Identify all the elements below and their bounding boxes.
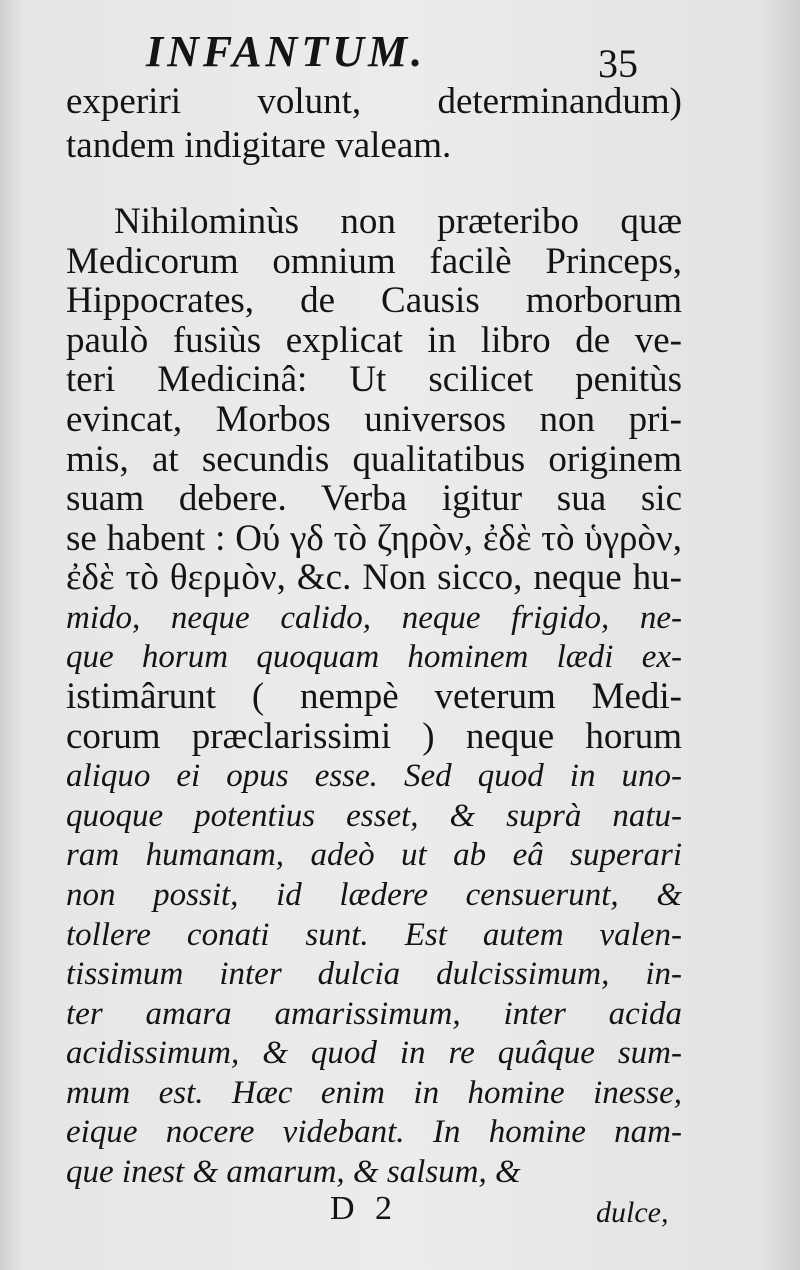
text-line: acidissimum, & quod in re quâque sum- [66, 1035, 682, 1071]
text-line: experiri volunt, determinandum) [66, 81, 682, 122]
text-line: aliquo ei opus esse. Sed quod in uno- [66, 758, 682, 794]
text-line: corum præclarissimi ) neque horum [66, 716, 682, 757]
text-line: ram humanam, adeò ut ab eâ superari [66, 837, 682, 873]
text-line: non possit, id lædere censuerunt, & [66, 877, 682, 913]
signature-mark: D 2 [330, 1190, 399, 1227]
text-line: paulò fusiùs explicat in libro de ve- [66, 320, 682, 361]
running-head-title: INFANTUM. [146, 27, 427, 76]
page-number: 35 [598, 41, 638, 86]
text-line: mis, at secundis qualitatibus originem [66, 439, 682, 480]
text-line: se habent : Ού γδ τò ζηρòν, ἐδὲ τò ὑγρòν, [66, 518, 682, 559]
text-line: tandem indigitare valeam. [66, 125, 452, 166]
text-line: mido, neque calido, neque frigido, ne- [66, 600, 682, 636]
text-line: evincat, Morbos universos non pri- [66, 399, 682, 440]
text-line: istimârunt ( nempè veterum Medi- [66, 676, 682, 717]
text-line: Medicorum omnium facilè Princeps, [66, 241, 682, 282]
text-line: que inest & amarum, & salsum, & [66, 1154, 521, 1190]
text-line: que horum quoquam hominem lædi ex- [66, 639, 682, 675]
text-line: eique nocere videbant. In homine nam- [66, 1114, 682, 1150]
text-line: ter amara amarissimum, inter acida [66, 996, 682, 1032]
text-line: tissimum inter dulcia dulcissimum, in- [66, 956, 682, 992]
text-line: suam debere. Verba igitur sua sic [66, 478, 682, 519]
text-line: quoque potentius esset, & suprà natu- [66, 798, 682, 834]
text-line: ἐδὲ τò θερμòν, &c. Non sicco, neque hu- [66, 557, 682, 598]
text-line: Nihilominùs non præteribo quæ [114, 201, 682, 242]
text-line: mum est. Hæc enim in homine inesse, [66, 1075, 682, 1111]
catchword: dulce, [596, 1196, 669, 1229]
text-line: Hippocrates, de Causis morborum [66, 280, 682, 321]
text-line: teri Medicinâ: Ut scilicet penitùs [66, 359, 682, 400]
text-line: tollere conati sunt. Est autem valen- [66, 917, 682, 953]
